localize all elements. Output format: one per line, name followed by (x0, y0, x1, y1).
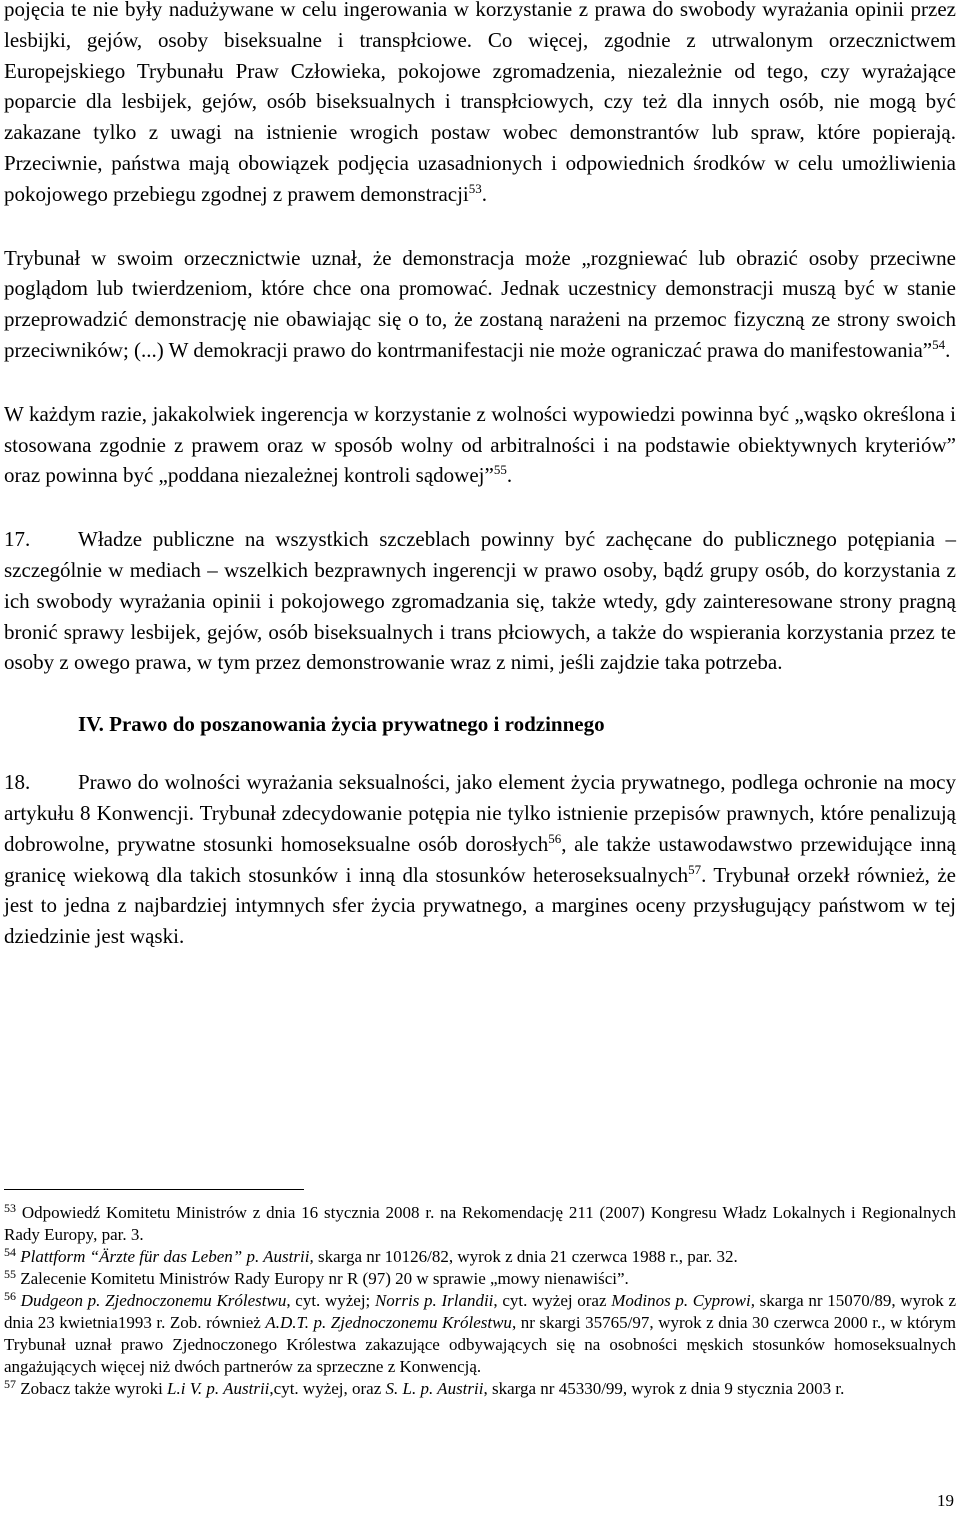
interference-paragraph-tail: . (506, 463, 513, 488)
paragraph-number: 17. (4, 527, 31, 552)
footnote-ref-55[interactable]: 55 (493, 462, 507, 478)
case-name: Norris p. Irlandii (374, 1291, 494, 1310)
footnote-number: 53 (4, 1201, 16, 1215)
interference-paragraph-text: W każdym razie, jakakolwiek ingerencja w korzystanie z wolności wypowiedzi powinna być „wąsko określona i stosowana zgodnie z prawem oraz w sposób wolny od arbitralności i na podstawie obiektywnych kryteriów” oraz powinna być „poddana niezależnej kontroli sądowej” (4, 401, 956, 488)
footnote-text: , cyt. wyżej; (286, 1291, 375, 1310)
footnote-number: 57 (4, 1377, 16, 1391)
footnote-text: skarga nr 15070/89, wyrok z dnia 23 kwietnia1993 r. Zob. również (4, 1291, 957, 1332)
footnote-ref-53[interactable]: 53 (468, 180, 482, 196)
paragraph-18-text-c: . Trybunał orzekł również, że jest to jedna z najbardziej intymnych sfer życia prywatnego, a margines oceny przysługujący państwom w tej dziedzinie jest wąski. (4, 862, 956, 949)
paragraph-gap (4, 366, 956, 399)
footnote-separator (4, 1189, 304, 1190)
paragraph-17 (4, 524, 956, 678)
footnote-text: , nr skargi 35765/97, wyrok z dnia 30 czerwca 2000 r., w którym Trybunał uznał prawo Zjednoczonego Królestwa zakazujące odbywających się na osobności męskich stosunków homoseksualnych angażujących więcej niż dwóch partnerów za sprzeczne z Konwencją. (4, 1313, 956, 1376)
paragraph-18-text-b: , ale także ustawodawstwo przewidujące inną granicę wiekową dla takich stosunków i inną dla stosunków heteroseksualnych (4, 831, 957, 887)
footnote-number: 55 (4, 1267, 16, 1281)
footnote-text: ,cyt. wyżej, oraz (269, 1379, 386, 1398)
footnote-number: 56 (4, 1289, 16, 1303)
footnote-ref-56[interactable]: 56 (548, 830, 562, 846)
case-name: Modinos p. Cyprowi, (611, 1291, 755, 1310)
intro-paragraph-tail: . (481, 181, 488, 206)
footnote-number: 54 (4, 1245, 16, 1259)
section-heading: IV. Prawo do poszanowania życia prywatnego i rodzinnego (78, 712, 605, 737)
footnotes-section (4, 1189, 956, 1400)
case-name: A.D.T. p. Zjednoczonemu Królestwu (265, 1313, 512, 1332)
paragraph-number: 18. (4, 770, 31, 795)
paragraph-17-text: Władze publiczne na wszystkich szczeblach powinny być zachęcane do publicznego potępiania – szczególnie w mediach – wszelkich bezprawnych ingerencji w prawo osoby, bądź grupy osób, do korzystania z ich swobody wyrażania opinii i pokojowego zgromadzania się, także wtedy, gdy zainteresowane strony pragną bronić sprawy lesbijek, gejów, osób biseksualnych i trans płciowych, a także do wspierania korzystania przez te osoby z owego prawa, w tym przez demonstrowanie wraz z nimi, jeśli zajdzie taka potrzeba. (4, 527, 956, 675)
page-number: 19 (937, 1491, 954, 1510)
case-name: Dudgeon p. Zjednoczonemu Królestwu (16, 1291, 287, 1310)
quote-paragraph (4, 243, 956, 366)
footnote-ref-57[interactable]: 57 (688, 861, 702, 877)
quote-paragraph-text: Trybunał w swoim orzecznictwie uznał, że demonstracja może „rozgniewać lub obrazić osoby przeciwne poglądom lub twierdzeniom, które chce ona promować. Jednak uczestnicy demonstracji muszą być w stanie przeprowadzić demonstrację nie obawiając się o to, że zostaną narażeni na przemoc fizyczną ze strony swoich przeciwników; (...) W demokracji prawo do kontrmanifestacji nie może ograniczać prawa do manifestowania” (4, 245, 956, 362)
case-name: S. L. p. Austrii (385, 1379, 484, 1398)
footnote-54 (4, 1246, 956, 1268)
intro-paragraph (4, 0, 956, 210)
footnote-ref-54[interactable]: 54 (932, 336, 946, 352)
quote-paragraph-tail: . (945, 337, 951, 362)
paragraph-gap (4, 739, 956, 767)
paragraph-gap (4, 491, 956, 524)
footnote-57 (4, 1378, 956, 1400)
interference-paragraph (4, 399, 956, 491)
footnote-text: , cyt. wyżej oraz (493, 1291, 612, 1310)
footnote-56 (4, 1290, 956, 1378)
footnote-text: skarga nr 10126/82, wyrok z dnia 21 czerwca 1988 r., par. 32. (313, 1247, 738, 1266)
footnote-text: Zalecenie Komitetu Ministrów Rady Europy nr R (97) 20 w sprawie „mowy nienawiści”. (16, 1269, 629, 1288)
case-name: Plattform “Ärzte für das Leben” p. Austrii, (16, 1247, 314, 1266)
document-body (4, 0, 956, 952)
footnote-text: Zobacz także wyroki (16, 1379, 168, 1398)
footnote-55 (4, 1268, 956, 1290)
intro-paragraph-text: pojęcia te nie były nadużywane w celu ingerowania w korzystanie z prawa do swobody wyrażania opinii przez lesbijki, gejów, osoby biseksualne i transpłciowe. Co więcej, zgodnie z utrwalonym orzecznictwem Europejskiego Trybunału Praw Człowieka, pokojowe zgromadzenia, niezależnie od tego, czy wyrażające poparcie dla lesbijek, gejów, osób biseksualnych i transpłciowych, czy też dla innych osób, nie mogą być zakazane tylko z uwagi na istnienie wrogich postaw wobec demonstrantów lub spraw, które popierają. Przeciwnie, państwa mają obowiązek podjęcia uzasadnionych i odpowiednich środków w celu umożliwienia pokojowego przebiegu zgodnej z prawem demonstracji (4, 0, 956, 206)
paragraph-gap (4, 210, 956, 243)
case-name: L.i V. p. Austrii (167, 1379, 270, 1398)
footnote-text: Odpowiedź Komitetu Ministrów z dnia 16 stycznia 2008 r. na Rekomendację 211 (2007) Kongresu Władz Lokalnych i Regionalnych Rady Europy, par. 3. (4, 1203, 956, 1244)
paragraph-gap (4, 678, 956, 709)
footnote-text: , skarga nr 45330/99, wyrok z dnia 9 stycznia 2003 r. (483, 1379, 845, 1398)
paragraph-18 (4, 767, 956, 952)
paragraph-18-text-a: Prawo do wolności wyrażania seksualności, jako element życia prywatnego, podlega ochronie na mocy artykułu 8 Konwencji. Trybunał zdecydowanie potępia nie tylko istnienie przepisów prawnych, które penalizują dobrowolne, prywatne stosunki homoseksualne osób dorosłych (4, 770, 956, 856)
footnote-53 (4, 1202, 956, 1246)
